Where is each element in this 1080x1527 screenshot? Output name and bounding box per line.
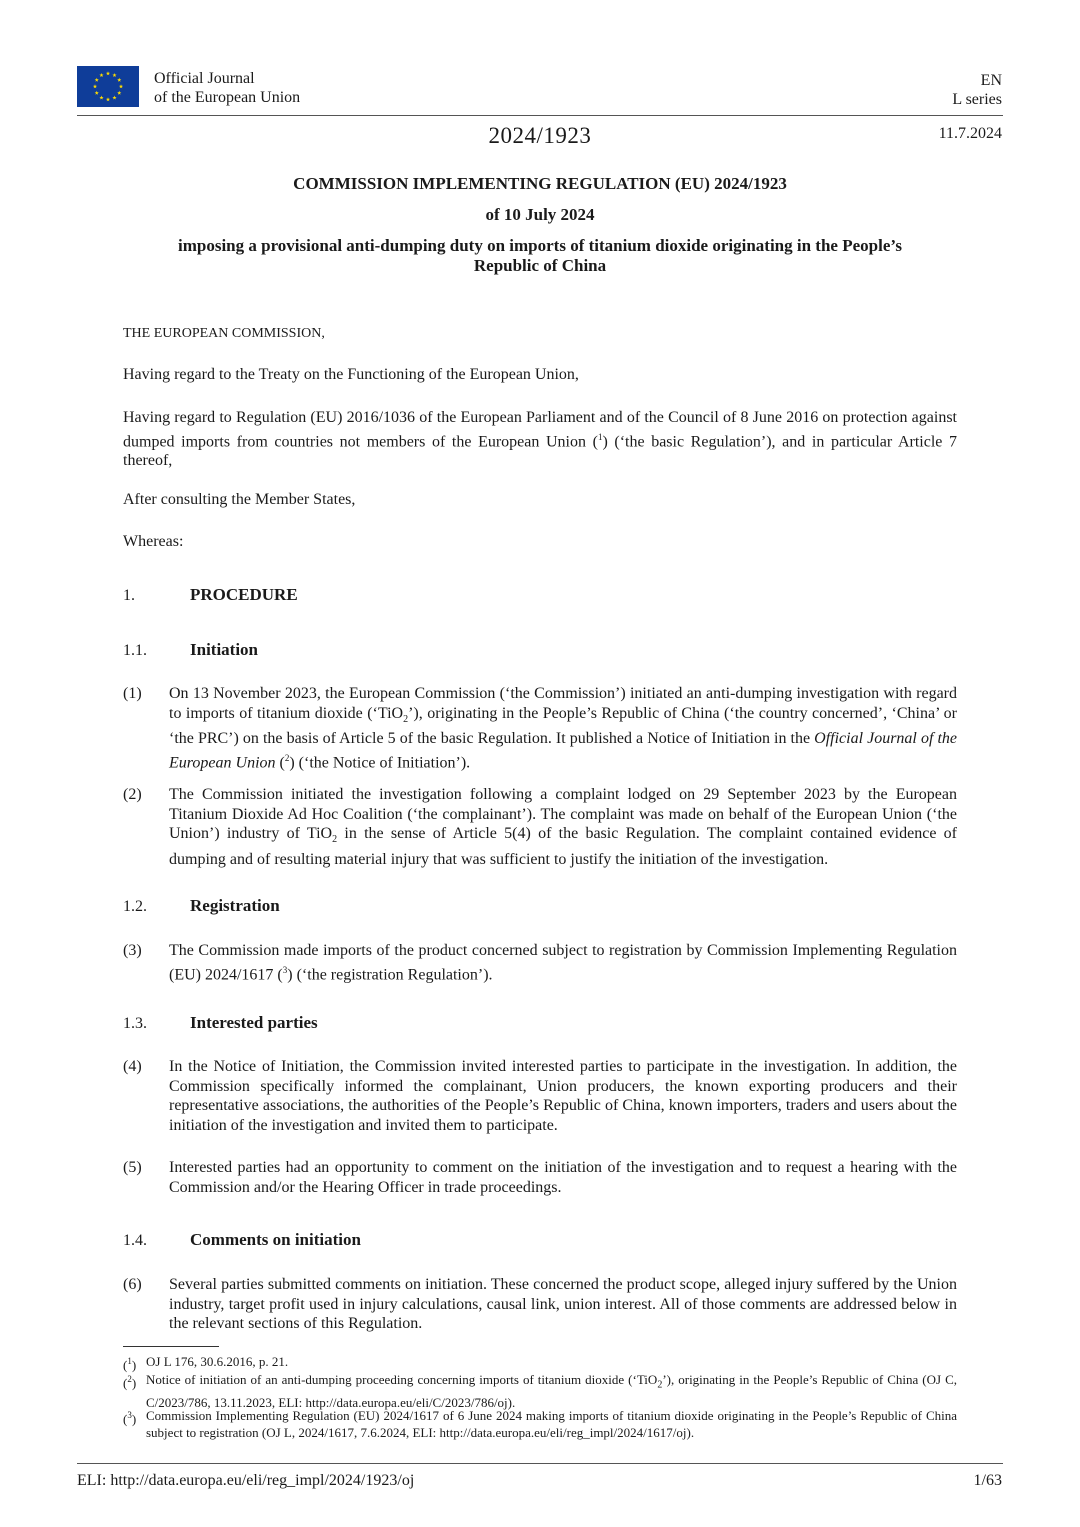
- eu-stars-icon: [77, 66, 139, 107]
- recital-text: Interested parties had an opportunity to comment on the initiation of the investigation and to request a hearing with the Commission and/or the Hearing Officer in trade proceedings.: [169, 1159, 957, 1196]
- journal-reference: Official Journal of the European Union: [169, 730, 957, 772]
- eu-flag-logo: [77, 66, 139, 107]
- recital-2-text-a: The Commission initiated the investigation following a complaint lodged on 29 September 2023 by the European Titanium Dioxide Ad Hoc Coalition (‘the complainant’). The complaint was made on behalf of the European Union (‘the Union’) industry of TiO: [169, 786, 957, 842]
- recital-text: Several parties submitted comments on initiation. These concerned the product scope, alleged injury suffered by the Union industry, target profit used in injury calculations, causal link, union interest. All of those comments are addressed below in the relevant sections of this Regulation.: [169, 1276, 957, 1332]
- subsection-number: 1.2.: [123, 898, 147, 915]
- subscript: 2: [332, 834, 338, 846]
- preamble-regulation: [123, 408, 957, 471]
- footnote-number: ($^2$): [123, 1374, 137, 1391]
- recital-number: (4): [123, 1058, 142, 1075]
- publication-date: 11.7.2024: [938, 125, 1002, 142]
- footnote-ref-3[interactable]: 3: [282, 964, 288, 975]
- regulation-subject-line-2: Republic of China: [473, 256, 607, 275]
- recital-text: In the Notice of Initiation, the Commission invited interested parties to participate in the investigation. In addition, the Commission specifically informed the complainant, Union producers, the known exporting producers and their representative associations, the authorities of the People’s Republic of China, known importers, traders and users about the initiation of the investigation and invited them to participate.: [169, 1058, 957, 1134]
- preamble-regulation-text-end: ) (‘the basic Regulation’), and in particular Article 7 thereof,: [123, 432, 958, 470]
- recital-2-text-b: in the sense of Article 5(4) of the basic Regulation. The complaint contained evidence of dumping and of resulting material injury that was sufficient to justify the initiation of the investigation.: [169, 825, 958, 868]
- header-divider: [77, 115, 1003, 116]
- subsection-number: 1.1.: [123, 642, 147, 659]
- footnote-divider: [123, 1346, 219, 1347]
- footnote-ref-1[interactable]: 1: [597, 431, 603, 442]
- recital-3-text-b: ) (‘the registration Regulation’).: [287, 965, 493, 983]
- footnote-number: ($^1$): [123, 1356, 137, 1373]
- subsection-heading: Comments on initiation: [190, 1230, 361, 1249]
- recital-text: [169, 785, 957, 869]
- recital-number: (6): [123, 1276, 142, 1293]
- recital-1-text-b: ’), originating in the People’s Republic of China (‘the country concerned’, ‘China’ or ‘the PRC’) on the basis of Article 5 of the basic Regulation. It published a Notice of Initiation in the: [169, 704, 958, 748]
- recital-number: (3): [123, 942, 142, 959]
- footnote-number-value: 3: [127, 1410, 132, 1420]
- language-series: [952, 71, 1002, 109]
- preamble-whereas: Whereas:: [123, 533, 184, 550]
- footnote-text: [146, 1371, 957, 1411]
- preamble-commission: THE EUROPEAN COMMISSION,: [123, 326, 325, 341]
- recital-3-text-a: The Commission made imports of the product concerned subject to registration by Commission Implementing Regulation (EU) 2024/1617 (: [169, 942, 957, 983]
- recital-number: (5): [123, 1159, 142, 1176]
- subsection-heading: Registration: [190, 896, 280, 915]
- footnote-text: OJ L 176, 30.6.2016, p. 21.: [146, 1354, 289, 1369]
- recital-1-paren: (: [275, 754, 285, 772]
- journal-line-1: Official Journal: [154, 70, 255, 87]
- footer-divider: [77, 1463, 1003, 1464]
- regulation-subject: [100, 236, 980, 276]
- recital-text: [169, 684, 957, 773]
- preamble-member-states: After consulting the Member States,: [123, 491, 356, 508]
- recital-text: [169, 941, 957, 984]
- subscript: 2: [403, 713, 409, 725]
- subsection-number: 1.3.: [123, 1015, 147, 1032]
- footnote-2-text-a: Notice of initiation of an anti-dumping proceeding concerning imports of titanium dioxide (‘TiO: [146, 1372, 658, 1387]
- footnote-text: Commission Implementing Regulation (EU) 2024/1617 of 6 June 2024 making imports of titanium dioxide originating in the People’s Republic of China subject to registration (OJ L, 2024/1617, 7.6.2024, ELI: http://data.europa.eu/eli/reg_impl/2024/1617/oj).: [146, 1408, 957, 1440]
- journal-line-2: of the European Union: [154, 89, 301, 106]
- regulation-title: COMMISSION IMPLEMENTING REGULATION (EU) 2024/1923: [293, 174, 787, 193]
- series-label: L series: [952, 91, 1002, 108]
- footer-eli-link[interactable]: ELI: http://data.europa.eu/eli/reg_impl/2024/1923/oj: [77, 1472, 415, 1489]
- journal-name: [154, 69, 300, 107]
- subsection-number: 1.4.: [123, 1232, 147, 1249]
- language-code: EN: [980, 72, 1002, 89]
- regulation-date: of 10 July 2024: [485, 205, 595, 224]
- footnote-2-text-b: ’), originating in the People’s Republic of China (OJ C, C/2023/786, 13.11.2023, ELI: http://data.europa.eu/eli/C/2023/786/oj).: [146, 1372, 957, 1410]
- recital-number: (2): [123, 786, 142, 803]
- recital-1-text-a: On 13 November 2023, the European Commission (‘the Commission’) initiated an anti-dumping investigation with regard to imports of titanium dioxide (‘TiO: [169, 685, 957, 722]
- footnote-number-value: 2: [127, 1374, 132, 1384]
- recital-1-text-c: ) (‘the Notice of Initiation’).: [289, 754, 471, 772]
- recital-number: (1): [123, 685, 142, 702]
- page-number: 1/63: [973, 1472, 1002, 1489]
- regulation-subject-line-1: imposing a provisional anti-dumping duty on imports of titanium dioxide originating in the People’s: [177, 236, 903, 255]
- footnote-number: ($^3$): [123, 1410, 137, 1427]
- section-number: 1.: [123, 587, 135, 604]
- section-heading: PROCEDURE: [190, 585, 298, 604]
- subsection-heading: Initiation: [190, 640, 259, 659]
- document-number: 2024/1923: [488, 123, 592, 148]
- preamble-regulation-text: Having regard to Regulation (EU) 2016/1036 of the European Parliament and of the Council of 8 June 2016 on protection against dumped imports from countries not members of the European Union (: [123, 409, 957, 450]
- subsection-heading: Interested parties: [190, 1013, 318, 1032]
- footnote-number-value: 1: [127, 1356, 132, 1366]
- subscript: 2: [657, 1379, 663, 1391]
- footnote-ref-2[interactable]: 2: [284, 752, 290, 763]
- preamble-treaty: Having regard to the Treaty on the Functioning of the European Union,: [123, 366, 579, 383]
